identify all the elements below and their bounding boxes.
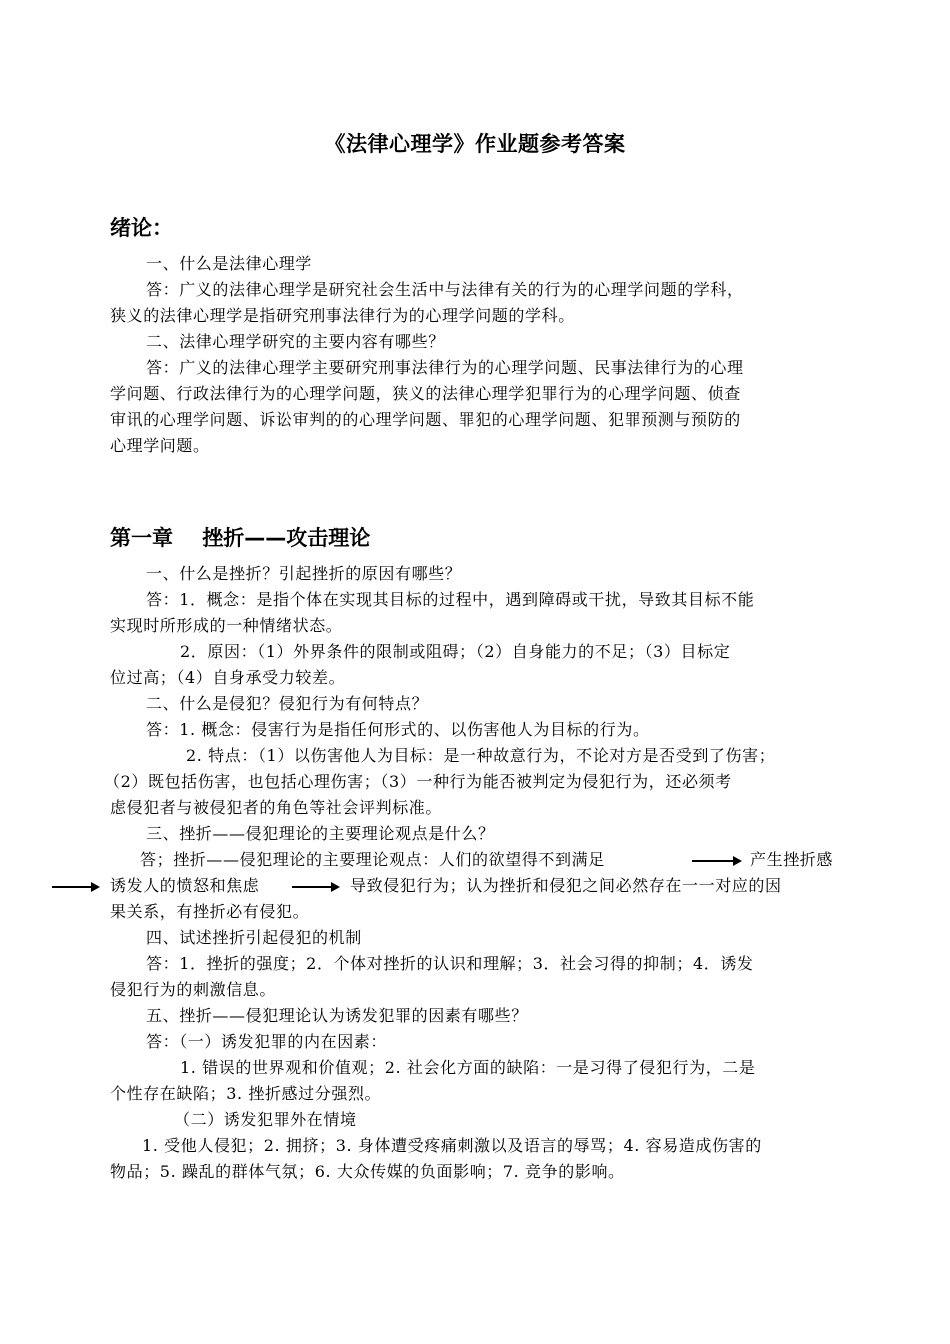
answer-line: 个性存在缺陷；3. 挫折感过分强烈。 [110, 1084, 382, 1103]
arrow-icon [52, 882, 100, 892]
answer-line: （2）既包括伤害，也包括心理伤害；（3）一种行为能否被判定为侵犯行为，还必须考 [104, 772, 732, 791]
arrow-icon [292, 882, 340, 892]
answer-line: 导致侵犯行为；认为挫折和侵犯之间必然存在一一对应的因 [350, 876, 782, 895]
question-1: 一、什么是挫折？引起挫折的原因有哪些？ [146, 564, 462, 583]
answer-line: 1. 受他人侵犯；2. 拥挤；3. 身体遭受疼痛刺激以及语言的辱骂；4. 容易造成伤害的 [142, 1136, 762, 1155]
answer-line: 诱发人的愤怒和焦虑 [110, 876, 260, 895]
answer-line: 答；挫折——侵犯理论的主要理论观点：人们的欲望得不到满足 [140, 850, 605, 869]
section-heading-intro: 绪论： [110, 216, 173, 240]
answer-line: 实现时所形成的一种情绪状态。 [110, 616, 343, 635]
answer-line: 产生挫折感 [750, 850, 834, 869]
document-title: 《法律心理学》作业题参考答案 [324, 132, 626, 156]
question-2: 二、法律心理学研究的主要内容有哪些？ [146, 332, 445, 351]
chapter-heading: 第一章 挫折——攻击理论 [110, 526, 371, 550]
answer-line: 位过高；（4）自身承受力较差。 [110, 668, 346, 687]
answer-line: 心理学问题。 [110, 436, 210, 455]
question-3: 三、挫折——侵犯理论的主要理论观点是什么？ [146, 824, 495, 843]
answer-line: （二）诱发犯罪外在情境 [174, 1110, 357, 1129]
question-1: 一、什么是法律心理学 [146, 254, 313, 273]
answer-line: 答：1．挫折的强度；2．个体对挫折的认识和理解；3．社会习得的抑制；4．诱发 [146, 954, 754, 973]
answer-line: 答：1．概念：是指个体在实现其目标的过程中，遇到障碍或干扰，导致其目标不能 [146, 590, 755, 609]
answer-line: 物品；5. 躁乱的群体气氛；6. 大众传媒的负面影响；7. 竞争的影响。 [110, 1162, 625, 1181]
answer-line: 答：1. 概念：侵害行为是指任何形式的、以伤害他人为目标的行为。 [146, 720, 650, 739]
answer-line: 审讯的心理学问题、诉讼审判的的心理学问题、罪犯的心理学问题、犯罪预测与预防的 [110, 410, 741, 429]
question-4: 四、试述挫折引起侵犯的机制 [146, 928, 362, 947]
question-2: 二、什么是侵犯？侵犯行为有何特点？ [146, 694, 429, 713]
answer-line: 答：（一）诱发犯罪的内在因素： [146, 1032, 388, 1051]
answer-line: 学问题、行政法律行为的心理学问题，狭义的法律心理学犯罪行为的心理学问题、侦查 [110, 384, 741, 403]
answer-line: 侵犯行为的刺激信息。 [110, 980, 277, 999]
answer-line: 果关系，有挫折必有侵犯。 [110, 902, 310, 921]
answer-line: 虑侵犯者与被侵犯者的角色等社会评判标准。 [110, 798, 443, 817]
answer-line: 狭义的法律心理学是指研究刑事法律行为的心理学问题的学科。 [110, 306, 575, 325]
answer-line: 1. 错误的世界观和价值观；2. 社会化方面的缺陷：一是习得了侵犯行为，二是 [180, 1058, 756, 1077]
answer-line: 2．原因：（1）外界条件的限制或阻碍；（2）自身能力的不足；（3）目标定 [180, 642, 731, 661]
answer-line: 答：广义的法律心理学是研究社会生活中与法律有关的行为的心理学问题的学科， [146, 280, 744, 299]
arrow-icon [692, 856, 742, 866]
answer-line: 答：广义的法律心理学主要研究刑事法律行为的心理学问题、民事法律行为的心理 [146, 358, 744, 377]
answer-line: 2. 特点：（1）以伤害他人为目标：是一种故意行为，不论对方是否受到了伤害； [186, 746, 776, 765]
question-5: 五、挫折——侵犯理论认为诱发犯罪的因素有哪些？ [146, 1006, 528, 1025]
